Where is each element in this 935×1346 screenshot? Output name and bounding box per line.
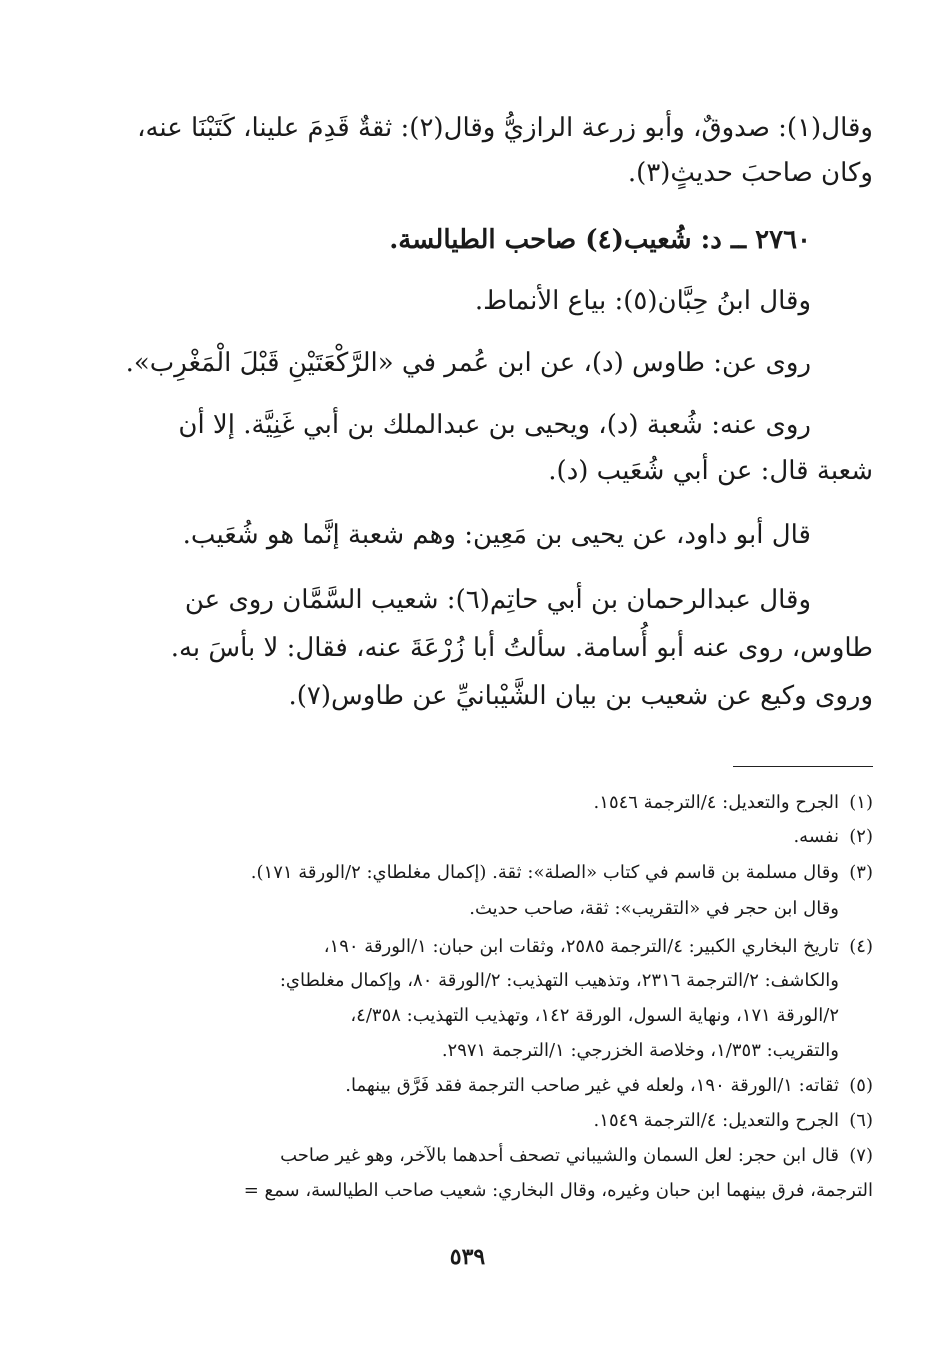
footnote-3 xyxy=(58,860,873,886)
footnote-2 xyxy=(58,824,873,850)
footnote-4 xyxy=(58,934,873,960)
footnote-text: الجرح والتعديل: ٤/الترجمة ١٥٤٦. xyxy=(593,792,839,813)
footnote-number: (٦) xyxy=(849,1110,873,1131)
footnote-6 xyxy=(58,1108,873,1134)
body-line-11: وروى وكيع عن شعيب بن بيان الشَّيْبانيِّ عن طاوس(٧). xyxy=(288,681,873,711)
body-line-2: وكان صاحبَ حديثٍ(٣). xyxy=(627,158,873,188)
body-line-7: شعبة قال: عن أبي شُعَيب (د). xyxy=(548,456,873,486)
narrated-by-line: روى عنه: شُعبة (د)، ويحيى بن عبدالملك بن أبي غَنِيَّة. إلا أن xyxy=(178,410,811,440)
body-line-1: وقال(١): صدوقٌ، وأبو زرعة الرازيُّ وقال(٢): ثقةٌ قَدِمَ علينا، كَتَبْنَا عنه، xyxy=(137,113,873,143)
footnote-number: (١) xyxy=(849,792,873,813)
footnote-5 xyxy=(58,1073,873,1099)
footnote-1 xyxy=(58,790,873,816)
footnote-3-cont: وقال ابن حجر في «التقريب»: ثقة، صاحب حديث. xyxy=(469,898,839,919)
body-line-4: وقال ابنُ حِبَّان(٥): بياع الأنماط. xyxy=(474,286,811,316)
footnote-4-cont-3: والتقريب: ١/٣٥٣، وخلاصة الخزرجي: ١/الترجمة ٢٩٧١. xyxy=(441,1040,839,1061)
page-number: ٥٣٩ xyxy=(449,1244,486,1270)
footnote-4-cont-1: والكاشف: ٢/الترجمة ٢٣١٦، وتذهيب التهذيب: ٢/الورقة ٨٠، وإكمال مغلطاي: xyxy=(279,970,839,991)
body-line-9: وقال عبدالرحمان بن أبي حاتِم(٦): شعيب السَّمَّان روى عن xyxy=(184,585,811,615)
footnote-number: (٤) xyxy=(849,936,873,957)
footnote-number: (٥) xyxy=(849,1075,873,1096)
footnote-text: ثقاته: ١/الورقة ١٩٠، ولعله في غير صاحب الترجمة فقد فَرَّق بينهما. xyxy=(345,1075,839,1096)
footnote-separator xyxy=(733,766,873,767)
narrated-from-line: روى عن: طاوس (د)، عن ابن عُمر في «الرَّكْعَتَيْنِ قَبْلَ الْمَغْرِب». xyxy=(125,348,811,378)
footnote-text: وقال مسلمة بن قاسم في كتاب «الصلة»: ثقة. (إكمال مغلطاي: ٢/الورقة ١٧١). xyxy=(250,862,839,883)
footnote-4-cont-2: ٢/الورقة ١٧١، ونهاية السول، الورقة ١٤٢، وتهذيب التهذيب: ٤/٣٥٨، xyxy=(350,1005,839,1026)
body-line-10: طاوس، روى عنه أبو أُسامة. سألتُ أبا زُرْعَةَ عنه، فقال: لا بأسَ به. xyxy=(170,633,873,663)
footnote-7 xyxy=(58,1143,873,1169)
footnote-text: قال ابن حجر: لعل السمان والشيباني تصحف أحدهما بالآخر، وهو غير صاحب xyxy=(280,1145,839,1166)
footnote-text: نفسه. xyxy=(793,826,839,847)
footnote-text: الجرح والتعديل: ٤/الترجمة ١٥٤٩. xyxy=(593,1110,839,1131)
footnote-number: (٣) xyxy=(849,862,873,883)
footnote-number: (٧) xyxy=(849,1145,873,1166)
entry-heading: ٢٧٦٠ ــ د: شُعيب(٤) صاحب الطيالسة. xyxy=(389,225,811,255)
footnote-text: تاريخ البخاري الكبير: ٤/الترجمة ٢٥٨٥، وثقات ابن حبان: ١/الورقة ١٩٠، xyxy=(323,936,839,957)
footnote-7-cont: الترجمة، فرق بينهما ابن حبان وغيره، وقال البخاري: شعيب صاحب الطيالسة، سمع = xyxy=(243,1180,873,1201)
body-line-8: قال أبو داود، عن يحيى بن مَعِين: وهم شعبة إنَّما هو شُعَيب. xyxy=(182,520,811,550)
footnote-number: (٢) xyxy=(849,826,873,847)
